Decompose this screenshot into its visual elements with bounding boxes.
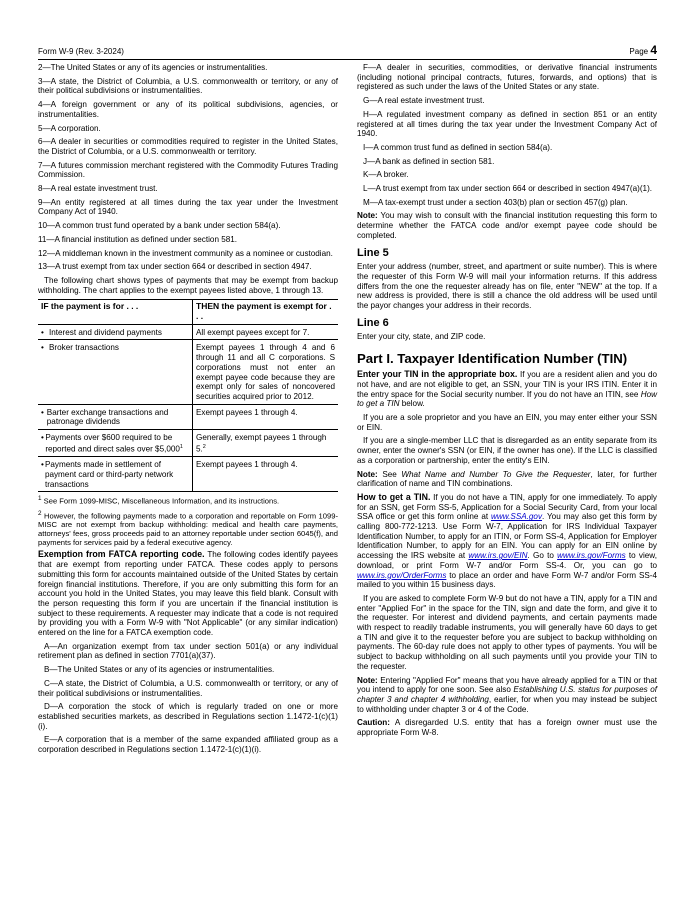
list-item: A—An organization exempt from tax under section 501(a) or any individual retirement plan as defined in section 7701(a)(37). (38, 641, 338, 661)
left-column (38, 63, 338, 759)
table-cell: Exempt payees 1 through 4. (193, 457, 339, 492)
fatca-heading: Exemption from FATCA reporting code. (38, 549, 205, 560)
list-item: E—A corporation that is a member of the same expanded affiliated group as a corporation described in Regulations section 1.1472-1(c)(1)(i). (38, 735, 338, 755)
form-id: Form W-9 (Rev. 3-2024) (38, 47, 124, 56)
how-to-get-tin-paragraph: How to get a TIN. If you do not have a TIN, apply for one immediately. To apply for an SSN, get Form SS-5, Application for a Social Security Card, from your local SSA office or get this form online at www.SSA.gov. You may also get this form by calling 800-772-1213. Use Form W-7, Application for IRS Individual Taxpayer Identification Number, to apply for an ITIN, or Form SS-4, Application for Employer Identification Number, to apply for an EIN. You can apply for an EIN online by accessing the IRS website at www.irs.gov/EIN. Go to www.irs.gov/Forms to view, download, or print Form W-7 and/or Form SS-4. Or, you can go to www.irs.gov/OrderForms to place an order and have Form W-7 and/or Form SS-4 mailed to you within 15 business days. (357, 491, 658, 590)
how-to-get-tin-ref: How to get a TIN (357, 389, 657, 409)
llc-paragraph: If you are a single-member LLC that is disregarded as an entity separate from its owner, enter the owner's SSN (or EIN, if the owner has one). If the LLC is classified as a corporation or partnership, enter the entity's EIN. (357, 436, 657, 465)
table-row: • Barter exchange transactions and patronage dividends Exempt payees 1 through 4. (38, 404, 338, 429)
list-item: D—A corporation the stock of which is regularly traded on one or more established securities markets, as described in Regulations section 1.1472-1(c)(1)(i). (38, 702, 338, 731)
line6-text: Enter your city, state, and ZIP code. (357, 332, 486, 342)
list-item: 3—A state, the District of Columbia, a U.S. commonwealth or territory, or any of their political subdivisions or instrumentalities. (38, 76, 338, 96)
list-item: K—A broker. (363, 170, 409, 180)
fatca-paragraph: Exemption from FATCA reporting code. The following codes identify payees that are exempt from reporting under FATCA. These codes apply to persons submitting this form for accounts maintained outside of the United States by certain foreign financial institutions. Therefore, if you are only submitting this form for an account you hold in the United States, you may leave this field blank. Consult with the person requesting this form if you are uncertain if the financial institution is subject to these requirements. A requester may indicate that a code is not required by providing you with a Form W-9 with "Not Applicable" (or any similar indication) entered on the line for a FATCA exemption code. (38, 549, 338, 638)
line6-heading: Line 6 (357, 316, 389, 329)
list-item: 7—A futures commission merchant registered with the Commodity Futures Trading Commission. (38, 160, 338, 180)
line5-text: Enter your address (number, street, and apartment or suite number). This is where the requester of this Form W-9 will mail your information returns. If this address differs from the one the requester already has on file, enter "NEW" at the top. If a new address is provided, there is still a chance the old address will be used until the payor changes your address in their records. (357, 262, 657, 311)
list-item: I—A common trust fund as defined in section 584(a). (363, 142, 553, 152)
table-cell: Broker transactions (49, 343, 119, 353)
chart-intro: The following chart shows types of payments that may be exempt from backup withholding. The chart applies to the exempt payees listed above, 1 through 13. (38, 275, 338, 295)
page-number (629, 43, 657, 57)
footnote-mark: 2 (202, 443, 206, 450)
list-item: 8—A real estate investment trust. (38, 184, 158, 194)
list-item: 10—A common trust fund operated by a bank under section 584(a). (38, 221, 281, 231)
list-item: L—A trust exempt from tax under section 664 or described in section 4947(a)(1). (363, 184, 653, 194)
table-row: • Broker transactions Exempt payees 1 through 4 and 6 through 11 and all C corporations. S corporations must not enter an exempt payee code because they are exempt only for sales of noncovered securities acquired prior to 2012. (38, 340, 338, 404)
note-fatca: Note: You may wish to consult with the financial institution requesting this form to determine whether the FATCA code and/or exempt payee code should be completed. (357, 211, 657, 240)
page-header (38, 41, 657, 60)
table-header-row (38, 300, 338, 324)
applied-for-paragraph: If you are asked to complete Form W-9 but do not have a TIN, apply for a TIN and enter "Applied For" in the space for the TIN, sign and date the form, and give it to the requester. For interest and dividend payments, and certain payments made with respect to readily tradable instruments, you will generally have 60 days to get a TIN and give it to the requester before you are subject to backup withholding on payments. The 60-day rule does not apply to other types of payments. You will be subject to backup withholding on all such payments until you provide your TIN to the requester. (357, 593, 658, 671)
page-number-value: 4 (650, 43, 657, 57)
table-header-exempt: THEN the payment is exempt for . . . (193, 300, 339, 324)
list-item: G—A real estate investment trust. (363, 96, 485, 106)
table-cell: Exempt payees 1 through 4 and 6 through 11 and all C corporations. S corporations must not enter an exempt payee code because they are exempt only for sales of noncovered securities acquired prior to 2012. (193, 340, 339, 404)
table-row: • Interest and dividend payments All exempt payees except for 7. (38, 324, 338, 340)
list-item: 12—A middleman known in the investment community as a nominee or custodian. (38, 248, 333, 258)
table-cell: Generally, exempt payees 1 through 5. (196, 433, 327, 454)
how-to-get-tin-heading: How to get a TIN. (357, 491, 431, 502)
table-header-payment: IF the payment is for . . . (38, 300, 193, 324)
irs-forms-link[interactable]: www.irs.gov/Forms (557, 551, 626, 561)
list-item: B—The United States or any of its agencies or instrumentalities. (44, 665, 275, 675)
irs-ein-link[interactable]: www.irs.gov/EIN (468, 551, 528, 561)
page-label: Page (629, 47, 651, 56)
list-item: 2—The United States or any of its agencies or instrumentalities. (38, 63, 268, 72)
list-item: 4—A foreign government or any of its political subdivisions, agencies, or instrumentalities. (38, 100, 338, 119)
note-name-number: Note: See What Name and Number To Give the Requester, later, for further clarification of name and TIN combinations. (357, 469, 658, 489)
table-cell: Exempt payees 1 through 4. (193, 404, 339, 429)
table-cell: Payments made in settlement of payment card or third-party network transactions (44, 460, 174, 489)
caution-paragraph: Caution: A disregarded U.S. entity that has a foreign owner must use the appropriate Form W-8. (357, 718, 657, 738)
sole-proprietor-paragraph: If you are a sole proprietor and you have an EIN, you may enter either your SSN or EIN. (357, 412, 657, 432)
tin-paragraph: Enter your TIN in the appropriate box. If you are a resident alien and you do not have, and are not eligible to get, an SSN, your TIN is your IRS ITIN. Enter it in the entry space for the Social security number. If you do not have an ITIN, see How to get a TIN below. (357, 369, 658, 409)
table-cell: Barter exchange transactions and patronage dividends (46, 407, 169, 427)
list-item: 11—A financial institution as defined under section 581. (38, 234, 238, 244)
list-item: J—A bank as defined in section 581. (363, 156, 495, 166)
table-cell: All exempt payees except for 7. (193, 324, 339, 340)
table-row: • Payments made in settlement of payment card or third-party network transactions Exempt payees 1 through 4. (38, 457, 338, 492)
list-item: 6—A dealer in securities or commodities required to register in the United States, the District of Columbia, or a U.S. commonwealth or territory. (38, 137, 338, 156)
exempt-payment-table (38, 299, 338, 492)
line5-heading: Line 5 (357, 246, 389, 259)
table-cell: Payments over $600 required to be reported and direct sales over $5,000 (45, 433, 180, 454)
list-item: H—A regulated investment company as defined in section 851 or an entity registered at all times during the tax year under the Investment Company Act of 1940. (357, 109, 657, 139)
footnote-mark: 1 (179, 443, 183, 450)
note-applied-for: Note: Entering "Applied For" means that you have already applied for a TIN or that you intend to apply for one soon. See also Establishing U.S. status for purposes of chapter 3 and chapter 4 withholding, earlier, for when you may instead be subject to withholding under chapter 3 or 4 of the Code. (357, 675, 657, 714)
footnote-1: $^1$ See Form 1099-MISC, Miscellaneous Information, and its instructions. (38, 495, 280, 506)
table-row: • Payments over $600 required to be reported and direct sales over $5,000$^1$ Generally, exempt payees 1 through 5.$^2$ (38, 430, 338, 457)
footnote-2: $^2$ However, the following payments made to a corporation and reportable on Form 1099-MISC are not exempt from backup withholding: medical and health care payments, attorneys' fees, gross proceeds paid to an attorney reportable under section 6045(f), and payments for services paid by a federal executive agency. (38, 509, 338, 548)
list-item: 9—An entity registered at all times during the tax year under the Investment Company Act of 1940. (38, 197, 338, 217)
list-item: 13—A trust exempt from tax under section 664 or described in section 4947. (38, 262, 312, 272)
part1-heading: Part I. Taxpayer Identification Number (TIN) (357, 351, 628, 367)
right-column (357, 63, 657, 742)
list-item: 5—A corporation. (38, 123, 101, 133)
list-item: M—A tax-exempt trust under a section 403(b) plan or section 457(g) plan. (363, 197, 628, 207)
ssa-link[interactable]: www.SSA.gov (490, 512, 543, 522)
table-cell: Interest and dividend payments (49, 327, 162, 337)
irs-orderforms-link[interactable]: www.irs.gov/OrderForms (357, 570, 447, 580)
list-item: C—A state, the District of Columbia, a U.S. commonwealth or territory, or any of their political subdivisions or instrumentalities. (38, 678, 338, 698)
list-item: F—A dealer in securities, commodities, or derivative financial instruments (including notional principal contracts, futures, forwards, and options) that is registered as such under the laws of the United States or any state. (357, 63, 657, 92)
